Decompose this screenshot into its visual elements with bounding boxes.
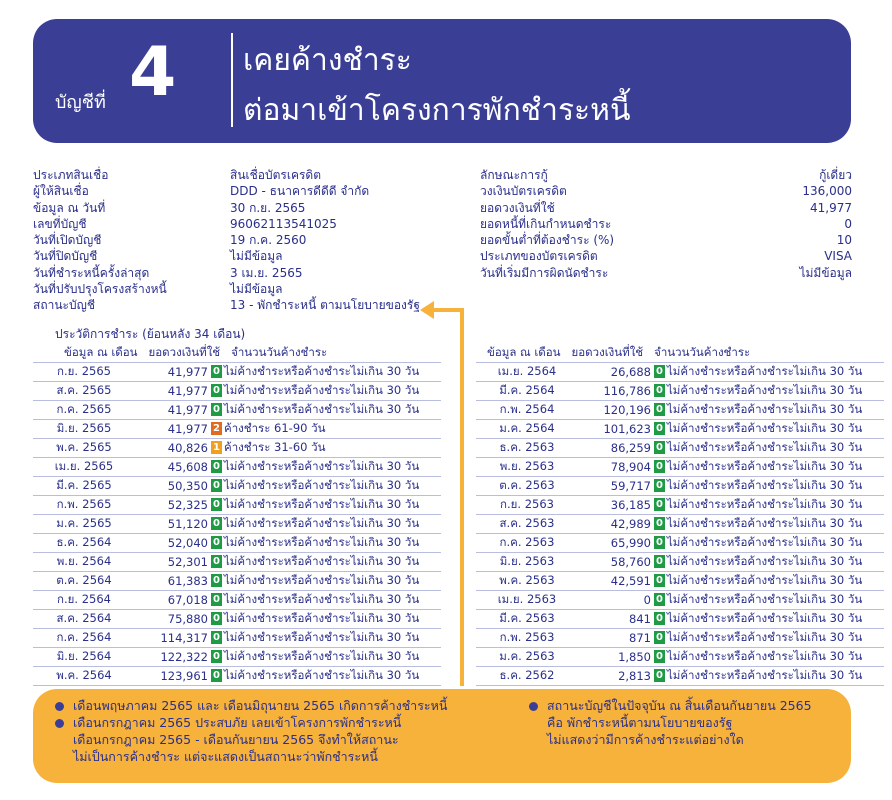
row-amount: 101,623 <box>578 420 654 439</box>
status-text: ไม่ค้างชำระหรือค้างชำระไม่เกิน 30 วัน <box>667 611 863 625</box>
row-status <box>654 667 884 686</box>
table-row <box>476 629 884 648</box>
info-row <box>33 216 433 232</box>
row-date: เม.ย. 2564 <box>476 363 578 382</box>
status-code-badge: 0 <box>654 498 665 511</box>
table-row <box>476 667 884 686</box>
status-text: ไม่ค้างชำระหรือค้างชำระไม่เกิน 30 วัน <box>224 402 420 416</box>
table-row <box>476 363 884 382</box>
info-value: 136,000 <box>802 184 852 199</box>
status-text: ค้างชำระ 61-90 วัน <box>224 421 326 435</box>
row-amount: 45,608 <box>135 458 211 477</box>
row-amount: 841 <box>578 610 654 629</box>
header-banner <box>33 19 851 143</box>
info-label: ข้อมูล ณ วันที่ <box>33 200 106 215</box>
info-row <box>33 200 433 216</box>
status-code-badge: 1 <box>211 441 222 454</box>
row-status <box>211 648 441 667</box>
row-date: ธ.ค. 2564 <box>33 534 135 553</box>
row-date: มี.ค. 2564 <box>476 382 578 401</box>
row-status <box>211 363 441 382</box>
row-amount: 0 <box>578 591 654 610</box>
row-amount: 36,185 <box>578 496 654 515</box>
table-row <box>476 458 884 477</box>
row-amount: 52,301 <box>135 553 211 572</box>
status-code-badge: 0 <box>211 612 222 625</box>
col-status-header: จำนวนวันค้างชำระ <box>654 345 751 359</box>
row-date: ส.ค. 2563 <box>476 515 578 534</box>
row-status <box>654 401 884 420</box>
status-code-badge: 2 <box>211 422 222 435</box>
row-date: มิ.ย. 2563 <box>476 553 578 572</box>
row-date: เม.ย. 2565 <box>33 458 135 477</box>
info-row <box>33 232 433 248</box>
status-text: ไม่ค้างชำระหรือค้างชำระไม่เกิน 30 วัน <box>224 668 420 682</box>
footer-note-line: สถานะบัญชีในปัจจุบัน ณ สิ้นเดือนกันยายน 2565 <box>547 698 812 713</box>
status-code-badge: 0 <box>654 422 665 435</box>
status-text: ไม่ค้างชำระหรือค้างชำระไม่เกิน 30 วัน <box>224 554 420 568</box>
row-amount: 40,826 <box>135 439 211 458</box>
row-amount: 123,961 <box>135 667 211 686</box>
row-date: ก.ค. 2564 <box>33 629 135 648</box>
footer-note <box>529 697 812 748</box>
status-code-badge: 0 <box>211 517 222 530</box>
table-row <box>33 610 441 629</box>
table-row <box>33 401 441 420</box>
row-amount: 78,904 <box>578 458 654 477</box>
footer-notes <box>33 689 851 783</box>
table-row <box>476 496 884 515</box>
row-amount: 114,317 <box>135 629 211 648</box>
info-label: สถานะบัญชี <box>33 298 95 313</box>
info-label: วันที่เปิดบัญชี <box>33 233 102 248</box>
status-code-badge: 0 <box>654 384 665 397</box>
col-amount-header: ยอดวงเงินที่ใช้ <box>571 345 644 359</box>
status-code-badge: 0 <box>654 517 665 530</box>
row-amount: 116,786 <box>578 382 654 401</box>
row-date: มี.ค. 2565 <box>33 477 135 496</box>
table-row <box>33 648 441 667</box>
info-value: 96062113541025 <box>230 216 337 231</box>
footer-notes-right <box>529 697 812 748</box>
table-row <box>33 382 441 401</box>
row-amount: 1,850 <box>578 648 654 667</box>
row-amount: 75,880 <box>135 610 211 629</box>
row-status <box>211 629 441 648</box>
row-status <box>654 534 884 553</box>
row-date: ก.ย. 2565 <box>33 363 135 382</box>
status-code-badge: 0 <box>211 574 222 587</box>
info-value: ไม่มีข้อมูล <box>230 282 283 297</box>
account-label: บัญชีที่ <box>55 92 106 113</box>
row-amount: 52,040 <box>135 534 211 553</box>
info-row <box>480 167 852 183</box>
status-text: ไม่ค้างชำระหรือค้างชำระไม่เกิน 30 วัน <box>667 459 863 473</box>
status-text: ไม่ค้างชำระหรือค้างชำระไม่เกิน 30 วัน <box>224 630 420 644</box>
status-code-badge: 0 <box>654 365 665 378</box>
table-row <box>33 496 441 515</box>
row-status <box>654 610 884 629</box>
table-row <box>476 591 884 610</box>
row-date: ก.พ. 2563 <box>476 629 578 648</box>
row-status <box>211 667 441 686</box>
status-code-badge: 0 <box>654 669 665 682</box>
history-title: ประวัติการชำระ (ย้อนหลัง 34 เดือน) <box>55 327 246 341</box>
table-row <box>476 382 884 401</box>
info-value: ไม่มีข้อมูล <box>230 249 283 264</box>
row-date: ส.ค. 2564 <box>33 610 135 629</box>
status-code-badge: 0 <box>654 536 665 549</box>
info-value: 30 ก.ย. 2565 <box>230 200 306 215</box>
status-text: ไม่ค้างชำระหรือค้างชำระไม่เกิน 30 วัน <box>667 668 863 682</box>
status-code-badge: 0 <box>211 669 222 682</box>
info-label: เลขที่บัญชี <box>33 216 87 231</box>
row-date: ก.ค. 2563 <box>476 534 578 553</box>
info-row <box>33 297 433 313</box>
row-date: ก.ค. 2565 <box>33 401 135 420</box>
info-value: 19 ก.ค. 2560 <box>230 233 307 248</box>
status-code-badge: 0 <box>211 498 222 511</box>
row-amount: 122,322 <box>135 648 211 667</box>
row-amount: 50,350 <box>135 477 211 496</box>
history-header-left <box>64 344 327 362</box>
info-row <box>480 248 852 264</box>
status-text: ไม่ค้างชำระหรือค้างชำระไม่เกิน 30 วัน <box>667 421 863 435</box>
row-date: ก.พ. 2565 <box>33 496 135 515</box>
row-date: ต.ค. 2563 <box>476 477 578 496</box>
table-row <box>33 534 441 553</box>
table-row <box>33 420 441 439</box>
status-code-badge: 0 <box>211 365 222 378</box>
info-value: กู้เดี่ยว <box>819 168 852 182</box>
info-row <box>33 248 433 264</box>
row-status <box>211 515 441 534</box>
table-row <box>33 553 441 572</box>
table-row <box>33 572 441 591</box>
table-row <box>33 515 441 534</box>
info-value: 13 - พักชำระหนี้ ตามนโยบายของรัฐ <box>230 298 420 313</box>
row-date: ม.ค. 2563 <box>476 648 578 667</box>
info-label: วันที่เริ่มมีการผิดนัดชำระ <box>480 265 609 280</box>
row-date: ก.ย. 2564 <box>33 591 135 610</box>
footer-note-line: ไม่เป็นการค้างชำระ แต่จะแสดงเป็นสถานะว่าพักชำระหนี้ <box>73 749 378 764</box>
status-code-badge: 0 <box>211 460 222 473</box>
page-title-line2: ต่อมาเข้าโครงการพักชำระหนี้ <box>243 93 631 128</box>
info-value: สินเชื่อบัตรเครดิต <box>230 168 321 182</box>
info-row <box>33 265 433 281</box>
row-status <box>211 439 441 458</box>
row-status <box>654 553 884 572</box>
row-status <box>654 420 884 439</box>
table-row <box>476 401 884 420</box>
status-text: ไม่ค้างชำระหรือค้างชำระไม่เกิน 30 วัน <box>667 573 863 587</box>
row-status <box>654 363 884 382</box>
status-text: ไม่ค้างชำระหรือค้างชำระไม่เกิน 30 วัน <box>224 516 420 530</box>
status-code-badge: 0 <box>211 555 222 568</box>
status-text: ไม่ค้างชำระหรือค้างชำระไม่เกิน 30 วัน <box>224 649 420 663</box>
row-date: ต.ค. 2564 <box>33 572 135 591</box>
status-code-badge: 0 <box>211 593 222 606</box>
table-row <box>33 591 441 610</box>
row-amount: 41,977 <box>135 420 211 439</box>
row-status <box>211 572 441 591</box>
row-date: มิ.ย. 2564 <box>33 648 135 667</box>
status-code-badge: 0 <box>211 403 222 416</box>
status-text: ไม่ค้างชำระหรือค้างชำระไม่เกิน 30 วัน <box>667 649 863 663</box>
status-code-badge: 0 <box>211 536 222 549</box>
status-text: ไม่ค้างชำระหรือค้างชำระไม่เกิน 30 วัน <box>224 592 420 606</box>
info-label: วันที่ปรับปรุงโครงสร้างหนี้ <box>33 282 167 297</box>
status-text: ไม่ค้างชำระหรือค้างชำระไม่เกิน 30 วัน <box>224 383 420 397</box>
row-amount: 51,120 <box>135 515 211 534</box>
info-label: วันที่ปิดบัญชี <box>33 249 98 264</box>
table-row <box>476 420 884 439</box>
row-status <box>654 629 884 648</box>
status-code-badge: 0 <box>654 612 665 625</box>
footer-notes-left <box>55 697 447 765</box>
status-text: ไม่ค้างชำระหรือค้างชำระไม่เกิน 30 วัน <box>667 535 863 549</box>
row-status <box>211 477 441 496</box>
row-date: เม.ย. 2563 <box>476 591 578 610</box>
info-row <box>480 216 852 232</box>
table-row <box>476 439 884 458</box>
table-row <box>33 458 441 477</box>
status-code-badge: 0 <box>654 555 665 568</box>
info-label: ยอดหนี้ที่เกินกำหนดชำระ <box>480 216 612 231</box>
row-date: ม.ค. 2564 <box>476 420 578 439</box>
status-text: ไม่ค้างชำระหรือค้างชำระไม่เกิน 30 วัน <box>224 497 420 511</box>
table-row <box>476 572 884 591</box>
table-row <box>33 667 441 686</box>
row-status <box>211 534 441 553</box>
row-status <box>654 382 884 401</box>
status-code-badge: 0 <box>654 403 665 416</box>
col-status-header: จำนวนวันค้างชำระ <box>231 345 328 359</box>
row-status <box>211 610 441 629</box>
status-text: ไม่ค้างชำระหรือค้างชำระไม่เกิน 30 วัน <box>667 497 863 511</box>
info-value: 41,977 <box>810 200 852 215</box>
row-status <box>654 515 884 534</box>
row-date: พ.ย. 2563 <box>476 458 578 477</box>
status-text: ไม่ค้างชำระหรือค้างชำระไม่เกิน 30 วัน <box>667 592 863 606</box>
table-row <box>33 629 441 648</box>
row-amount: 42,591 <box>578 572 654 591</box>
status-text: ไม่ค้างชำระหรือค้างชำระไม่เกิน 30 วัน <box>224 611 420 625</box>
row-status <box>211 553 441 572</box>
row-amount: 26,688 <box>578 363 654 382</box>
info-label: ประเภทของบัตรเครดิต <box>480 249 598 264</box>
status-text: ไม่ค้างชำระหรือค้างชำระไม่เกิน 30 วัน <box>224 459 420 473</box>
col-date-header: ข้อมูล ณ เดือน <box>487 345 561 359</box>
info-label: ลักษณะการกู้ <box>480 168 548 182</box>
info-label: ยอดวงเงินที่ใช้ <box>480 200 555 215</box>
row-amount: 120,196 <box>578 401 654 420</box>
status-text: ไม่ค้างชำระหรือค้างชำระไม่เกิน 30 วัน <box>667 554 863 568</box>
history-table-right <box>476 362 884 686</box>
row-status <box>654 439 884 458</box>
history-table-left <box>33 362 441 686</box>
row-status <box>211 382 441 401</box>
row-amount: 41,977 <box>135 382 211 401</box>
status-code-badge: 0 <box>654 650 665 663</box>
table-row <box>33 439 441 458</box>
row-date: พ.ค. 2564 <box>33 667 135 686</box>
header-divider <box>231 33 233 127</box>
status-text: ไม่ค้างชำระหรือค้างชำระไม่เกิน 30 วัน <box>667 402 863 416</box>
page-title-line1: เคยค้างชำระ <box>243 43 412 78</box>
row-status <box>211 496 441 515</box>
status-code-badge: 0 <box>211 650 222 663</box>
table-row <box>476 648 884 667</box>
row-date: ก.ย. 2563 <box>476 496 578 515</box>
info-value: 0 <box>844 216 852 231</box>
row-status <box>654 496 884 515</box>
status-text: ไม่ค้างชำระหรือค้างชำระไม่เกิน 30 วัน <box>667 364 863 378</box>
footer-note-line: เดือนพฤษภาคม 2565 และ เดือนมิถุนายน 2565 เกิดการค้างชำระหนี้ <box>73 698 448 713</box>
info-label: ผู้ให้สินเชื่อ <box>33 184 89 199</box>
status-text: ไม่ค้างชำระหรือค้างชำระไม่เกิน 30 วัน <box>224 364 420 378</box>
row-date: ก.พ. 2564 <box>476 401 578 420</box>
row-status <box>211 591 441 610</box>
footer-note-line: เดือนกรกฎาคม 2565 ประสบภัย เลยเข้าโครงการพักชำระหนี้ <box>73 715 402 730</box>
footer-note-line: เดือนกรกฎาคม 2565 - เดือนกันยายน 2565 จึงทำให้สถานะ <box>73 732 399 747</box>
row-amount: 59,717 <box>578 477 654 496</box>
row-status <box>211 401 441 420</box>
status-text: ไม่ค้างชำระหรือค้างชำระไม่เกิน 30 วัน <box>224 573 420 587</box>
status-text: ไม่ค้างชำระหรือค้างชำระไม่เกิน 30 วัน <box>667 630 863 644</box>
footer-note-line: คือ พักชำระหนี้ตามนโยบายของรัฐ <box>547 715 733 730</box>
row-amount: 41,977 <box>135 401 211 420</box>
table-row <box>33 363 441 382</box>
status-code-badge: 0 <box>654 441 665 454</box>
row-amount: 67,018 <box>135 591 211 610</box>
row-date: พ.ย. 2564 <box>33 553 135 572</box>
status-code-badge: 0 <box>654 631 665 644</box>
status-code-badge: 0 <box>211 631 222 644</box>
table-row <box>476 477 884 496</box>
table-row <box>476 534 884 553</box>
footer-note <box>55 714 447 765</box>
table-row <box>33 477 441 496</box>
row-amount: 41,977 <box>135 363 211 382</box>
status-code-badge: 0 <box>654 479 665 492</box>
row-status <box>654 591 884 610</box>
row-date: พ.ค. 2565 <box>33 439 135 458</box>
row-amount: 2,813 <box>578 667 654 686</box>
table-row <box>476 610 884 629</box>
info-row <box>480 183 852 199</box>
info-label: ประเภทสินเชื่อ <box>33 168 109 182</box>
info-row <box>480 200 852 216</box>
row-amount: 52,325 <box>135 496 211 515</box>
row-amount: 58,760 <box>578 553 654 572</box>
row-date: ม.ค. 2565 <box>33 515 135 534</box>
info-row <box>33 183 433 199</box>
info-value: ไม่มีข้อมูล <box>799 265 852 280</box>
status-text: ไม่ค้างชำระหรือค้างชำระไม่เกิน 30 วัน <box>667 478 863 492</box>
status-code-badge: 0 <box>654 460 665 473</box>
info-label: วงเงินบัตรเครดิต <box>480 184 567 199</box>
info-value: DDD - ธนาคารดีดีดี จำกัด <box>230 184 370 199</box>
row-amount: 871 <box>578 629 654 648</box>
row-amount: 61,383 <box>135 572 211 591</box>
row-date: มิ.ย. 2565 <box>33 420 135 439</box>
info-value: VISA <box>824 249 852 264</box>
row-amount: 65,990 <box>578 534 654 553</box>
status-text: ไม่ค้างชำระหรือค้างชำระไม่เกิน 30 วัน <box>224 535 420 549</box>
table-row <box>476 553 884 572</box>
row-status <box>654 572 884 591</box>
status-text: ไม่ค้างชำระหรือค้างชำระไม่เกิน 30 วัน <box>667 516 863 530</box>
row-date: พ.ค. 2563 <box>476 572 578 591</box>
row-status <box>211 458 441 477</box>
row-date: ส.ค. 2565 <box>33 382 135 401</box>
account-info-right <box>480 167 852 281</box>
status-text: ไม่ค้างชำระหรือค้างชำระไม่เกิน 30 วัน <box>667 383 863 397</box>
account-number: 4 <box>129 33 177 112</box>
status-code-badge: 0 <box>211 384 222 397</box>
row-date: มี.ค. 2563 <box>476 610 578 629</box>
row-date: ธ.ค. 2562 <box>476 667 578 686</box>
info-value: 10 <box>836 233 852 248</box>
status-code-badge: 0 <box>654 574 665 587</box>
info-row <box>480 232 852 248</box>
row-status <box>654 477 884 496</box>
row-status <box>654 458 884 477</box>
info-label: ยอดขั้นต่ำที่ต้องชำระ (%) <box>480 233 615 248</box>
row-status <box>654 648 884 667</box>
account-info-left <box>33 167 433 314</box>
info-row <box>480 265 852 281</box>
row-amount: 42,989 <box>578 515 654 534</box>
info-row <box>33 167 433 183</box>
row-status <box>211 420 441 439</box>
status-text: ไม่ค้างชำระหรือค้างชำระไม่เกิน 30 วัน <box>224 478 420 492</box>
status-text: ไม่ค้างชำระหรือค้างชำระไม่เกิน 30 วัน <box>667 440 863 454</box>
info-value: 3 เม.ย. 2565 <box>230 265 303 280</box>
footer-note-line: ไม่แสดงว่ามีการค้างชำระแต่อย่างใด <box>547 732 744 747</box>
col-amount-header: ยอดวงเงินที่ใช้ <box>148 345 221 359</box>
status-code-badge: 0 <box>654 593 665 606</box>
row-date: ธ.ค. 2563 <box>476 439 578 458</box>
footer-note <box>55 697 447 714</box>
history-header-right <box>487 344 750 362</box>
table-row <box>476 515 884 534</box>
info-row <box>33 281 433 297</box>
row-amount: 86,259 <box>578 439 654 458</box>
info-label: วันที่ชำระหนี้ครั้งล่าสุด <box>33 265 150 280</box>
col-date-header: ข้อมูล ณ เดือน <box>64 345 138 359</box>
status-code-badge: 0 <box>211 479 222 492</box>
status-text: ค้างชำระ 31-60 วัน <box>224 440 326 454</box>
